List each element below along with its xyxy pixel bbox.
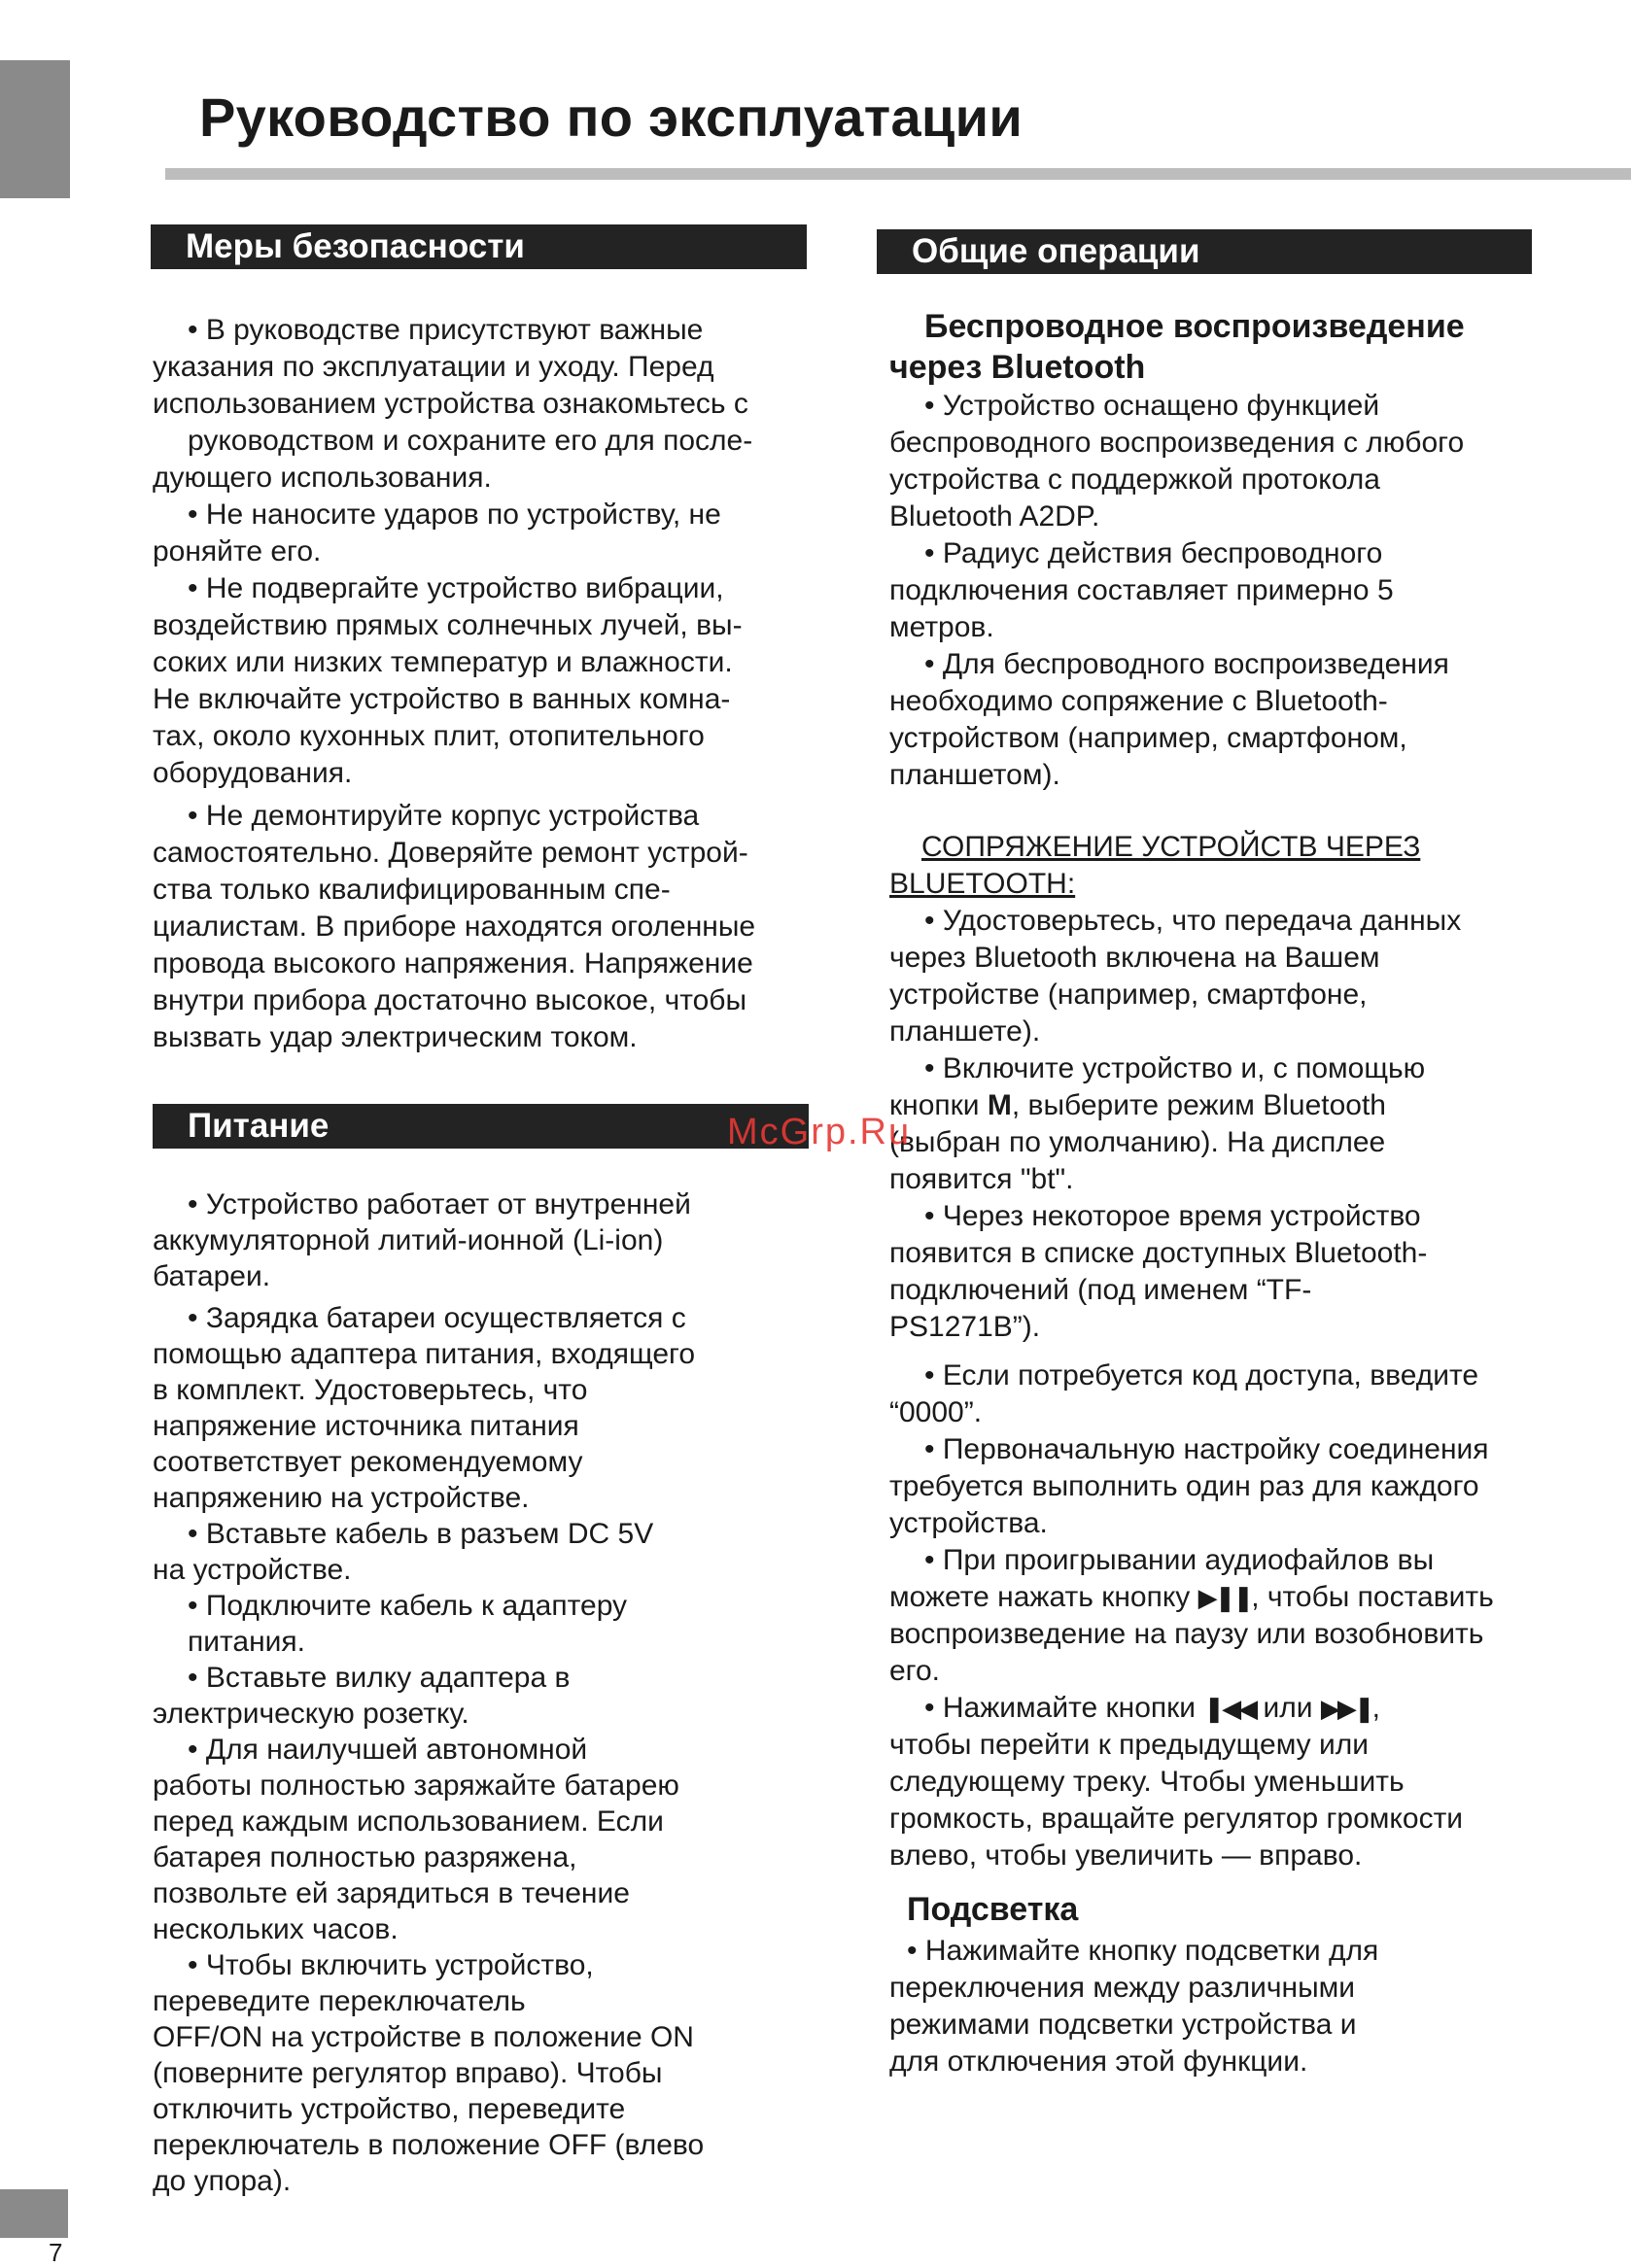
page-number: 7: [49, 2238, 63, 2267]
text-fragment: или: [1255, 1692, 1321, 1724]
text-line: электрическую розетку.: [153, 1698, 469, 1730]
text-line: • Устройство оснащено функцией: [924, 390, 1380, 422]
text-line: на устройстве.: [153, 1554, 352, 1586]
safety-heading: Меры безопасности: [151, 224, 807, 269]
text-line: • Для беспроводного воспроизведения: [924, 648, 1449, 680]
text-line: его.: [889, 1655, 940, 1687]
text-line: появится в списке доступных Bluetooth-: [889, 1237, 1428, 1269]
text-line: • Не демонтируйте корпус устройства: [188, 800, 700, 832]
text-line: • Через некоторое время устройство: [924, 1200, 1421, 1232]
text-line: • Чтобы включить устройство,: [188, 1949, 594, 1981]
text-line: указания по эксплуатации и уходу. Перед: [153, 351, 714, 383]
text-line: “0000”.: [889, 1396, 983, 1428]
safety-text: [153, 312, 833, 1056]
text-line: переключатель в положение OFF (влево: [153, 2129, 705, 2161]
text-line: питания.: [188, 1626, 305, 1658]
text-line: отключить устройство, переведите: [153, 2093, 626, 2125]
text-line: соких или низких температур и влажности.: [153, 646, 733, 678]
text-line: (выбран по умолчанию). На дисплее: [889, 1126, 1386, 1158]
text-line: • Первоначальную настройку соединения: [924, 1433, 1489, 1465]
text-line: подключений (под именем “TF-: [889, 1274, 1312, 1306]
text-line: самостоятельно. Доверяйте ремонт устрой-: [153, 837, 748, 869]
text-line: • Зарядка батареи осуществляется с: [188, 1302, 686, 1334]
text-line: • Если потребуется код доступа, введите: [924, 1359, 1479, 1392]
text-line: • Вставьте вилку адаптера в: [188, 1662, 571, 1694]
text-line: появится "bt".: [889, 1163, 1074, 1195]
text-fragment: • Нажимайте кнопки: [924, 1692, 1204, 1724]
text-line: роняйте его.: [153, 535, 322, 567]
text-line: метров.: [889, 611, 994, 643]
text-line: батарея полностью разряжена,: [153, 1841, 577, 1873]
text-line: подключения составляет примерно 5: [889, 574, 1394, 606]
text-line: напряжению на устройстве.: [153, 1482, 530, 1514]
text-line: требуется выполнить один раз для каждого: [889, 1470, 1479, 1502]
text-line: OFF/ON на устройстве в положение ON: [153, 2021, 694, 2053]
text-line: чтобы перейти к предыдущему или: [889, 1729, 1370, 1761]
text-line: планшетом).: [889, 759, 1060, 791]
backlight-title: Подсветка: [907, 1891, 1079, 1928]
text-line: перед каждым использованием. Если: [153, 1805, 664, 1838]
text-line: [889, 1087, 1570, 1124]
text-line: устройством (например, смартфоном,: [889, 722, 1407, 754]
text-line: внутри прибора достаточно высокое, чтобы: [153, 984, 747, 1016]
pairing-heading: BLUETOOTH:: [889, 868, 1076, 900]
text-line: позвольте ей зарядиться в течение: [153, 1877, 630, 1909]
next-track-icon: ▶▶❚: [1320, 1694, 1372, 1723]
text-line: громкость, вращайте регулятор громкости: [889, 1803, 1464, 1835]
power-text: [153, 1186, 833, 2199]
text-line: батареи.: [153, 1260, 271, 1292]
text-line: переведите переключатель: [153, 1985, 526, 2017]
side-tab-marker: [0, 60, 70, 198]
general-operations-text: [889, 306, 1570, 2080]
text-line: • Нажимайте кнопку подсветки для: [907, 1935, 1379, 1967]
text-fragment: ,: [1371, 1692, 1380, 1724]
text-line: циалистам. В приборе находятся оголенные: [153, 911, 756, 943]
text-line: провода высокого напряжения. Напряжение: [153, 947, 753, 979]
watermark: McGrp.Ru: [727, 1112, 912, 1152]
text-line: • Подключите кабель к адаптеру: [188, 1590, 628, 1622]
text-fragment: можете нажать кнопку: [889, 1581, 1198, 1613]
text-line: влево, чтобы увеличить — вправо.: [889, 1839, 1363, 1872]
text-line: до упора).: [153, 2165, 292, 2197]
text-line: PS1271B”).: [889, 1311, 1041, 1343]
text-line: нескольких часов.: [153, 1913, 399, 1945]
page-title: Руководство по эксплуатации: [199, 86, 1024, 148]
text-line: воспроизведение на паузу или возобновить: [889, 1618, 1484, 1650]
text-line: • Радиус действия беспроводного: [924, 537, 1383, 569]
text-line: [889, 1690, 1570, 1727]
text-line: устройства с поддержкой протокола: [889, 464, 1380, 496]
pairing-heading: СОПРЯЖЕНИЕ УСТРОЙСТВ ЧЕРЕЗ: [921, 831, 1421, 863]
text-line: в комплект. Удостоверьтесь, что: [153, 1374, 588, 1406]
general-operations-heading: Общие операции: [877, 229, 1532, 274]
text-line: • Вставьте кабель в разъем DC 5V: [188, 1518, 654, 1550]
text-line: • Включите устройство и, с помощью: [924, 1052, 1426, 1084]
text-line: необходимо сопряжение с Bluetooth-: [889, 685, 1388, 717]
text-line: переключения между различными: [889, 1972, 1356, 2004]
play-pause-icon: ▶❚❚: [1197, 1583, 1252, 1612]
bluetooth-title: через Bluetooth: [889, 349, 1146, 386]
text-fragment: кнопки: [889, 1089, 988, 1121]
text-line: планшете).: [889, 1015, 1041, 1048]
text-line: аккумуляторной литий-ионной (Li-ion): [153, 1224, 664, 1256]
text-line: вызвать удар электрическим током.: [153, 1021, 638, 1053]
text-line: ства только квалифицированным спе-: [153, 874, 671, 906]
text-line: использованием устройства ознакомьтесь с: [153, 388, 748, 420]
text-fragment: , чтобы поставить: [1251, 1581, 1494, 1613]
text-line: через Bluetooth включена на Вашем: [889, 942, 1380, 974]
text-line: • Устройство работает от внутренней: [188, 1188, 691, 1220]
text-line: руководством и сохраните его для после-: [188, 425, 753, 457]
text-line: для отключения этой функции.: [889, 2045, 1308, 2078]
text-line: (поверните регулятор вправо). Чтобы: [153, 2057, 663, 2089]
text-line: оборудования.: [153, 757, 353, 789]
text-line: воздействию прямых солнечных лучей, вы-: [153, 609, 743, 641]
text-line: • При проигрывании аудиофайлов вы: [924, 1544, 1435, 1576]
page-number-tab: [0, 2189, 68, 2238]
text-line: • Для наилучшей автономной: [188, 1734, 588, 1766]
text-line: тах, около кухонных плит, отопительного: [153, 720, 705, 752]
text-line: работы полностью заряжайте батарею: [153, 1770, 679, 1802]
power-heading: Питание: [153, 1104, 809, 1149]
text-line: • Не наносите ударов по устройству, не: [188, 498, 721, 531]
text-line: • Не подвергайте устройство вибрации,: [188, 572, 724, 604]
text-line: дующего использования.: [153, 462, 492, 494]
text-fragment: , выберите режим Bluetooth: [1011, 1089, 1386, 1121]
text-line: [889, 1579, 1570, 1616]
text-line: режимами подсветки устройства и: [889, 2009, 1357, 2041]
text-line: беспроводного воспроизведения с любого: [889, 427, 1465, 459]
title-rule: [165, 168, 1631, 180]
text-line: устройства.: [889, 1507, 1048, 1539]
text-line: устройстве (например, смартфоне,: [889, 979, 1368, 1011]
text-line: следующему треку. Чтобы уменьшить: [889, 1766, 1405, 1798]
text-line: Не включайте устройство в ванных комна-: [153, 683, 731, 715]
bluetooth-title: Беспроводное воспроизведение: [924, 308, 1465, 345]
text-line: • В руководстве присутствуют важные: [188, 314, 704, 346]
text-line: напряжение источника питания: [153, 1410, 579, 1442]
text-line: Bluetooth A2DP.: [889, 500, 1100, 533]
text-line: соответствует рекомендуемому: [153, 1446, 583, 1478]
m-key-label: M: [987, 1089, 1012, 1121]
text-line: помощью адаптера питания, входящего: [153, 1338, 696, 1370]
text-line: • Удостоверьтесь, что передача данных: [924, 905, 1462, 937]
previous-track-icon: ❚◀◀: [1203, 1694, 1256, 1723]
